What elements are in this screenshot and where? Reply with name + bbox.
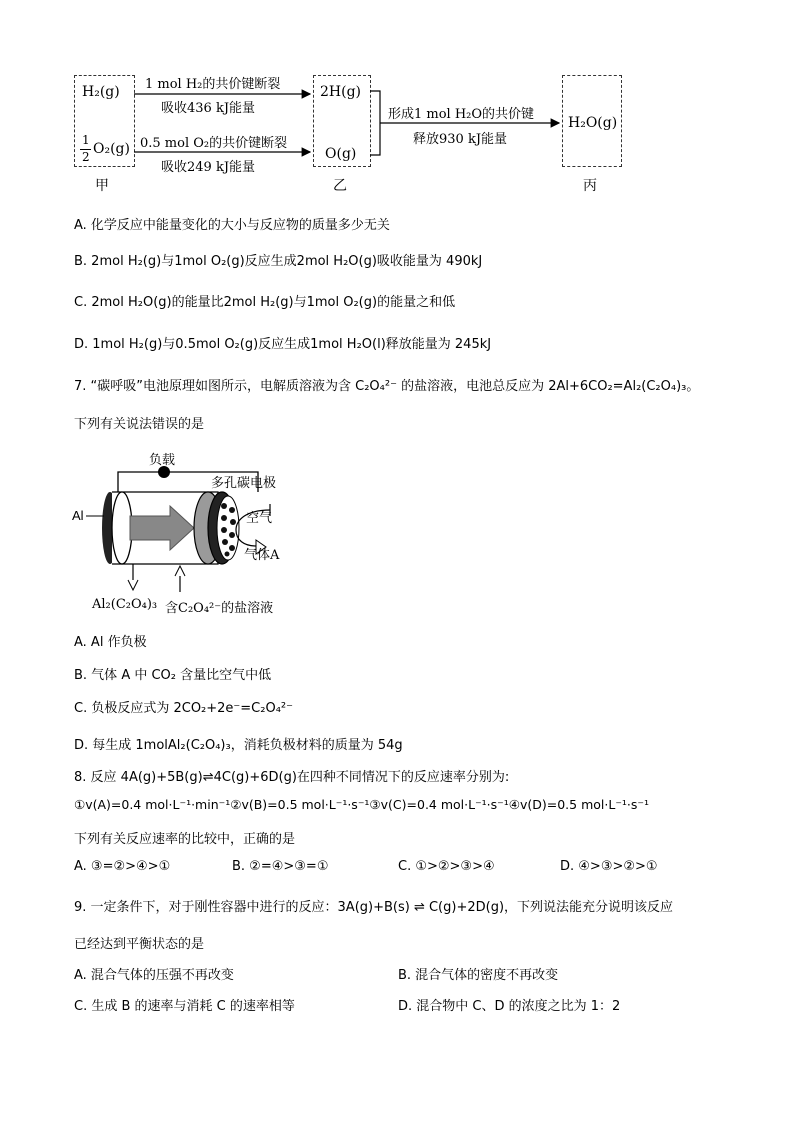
arrow1-top-label: 1 mol H₂的共价键断裂 bbox=[145, 77, 281, 92]
battery-electrode-label: 多孔碳电极 bbox=[211, 476, 277, 491]
diagram-arrows bbox=[0, 0, 794, 200]
jia-o2: O₂(g) bbox=[93, 141, 130, 157]
q8-stem-line3: 下列有关反应速率的比较中，正确的是 bbox=[74, 832, 296, 847]
arrow1-bottom-label: 吸收436 kJ能量 bbox=[161, 101, 256, 116]
yi-2h: 2H(g) bbox=[320, 84, 362, 100]
q6-option-b: B. 2mol H₂(g)与1mol O₂(g)反应生成2mol H₂O(g)吸收能量为 490kJ bbox=[74, 254, 483, 269]
q6-option-a: A. 化学反应中能量变化的大小与反应物的质量多少无关 bbox=[74, 218, 390, 233]
arrow2-bottom-label: 吸收249 kJ能量 bbox=[161, 160, 256, 175]
battery-al-label: Al bbox=[72, 508, 84, 523]
q9-option-c: C. 生成 B 的速率与消耗 C 的速率相等 bbox=[74, 999, 295, 1014]
jia-half-den: 2 bbox=[82, 150, 90, 164]
q7-option-b: B. 气体 A 中 CO₂ 含量比空气中低 bbox=[74, 668, 272, 683]
q9-stem-line2: 已经达到平衡状态的是 bbox=[74, 937, 205, 952]
jia-label: 甲 bbox=[95, 178, 109, 194]
q9-option-d: D. 混合物中 C、D 的浓度之比为 1：2 bbox=[398, 999, 621, 1014]
battery-air-label: 空气 bbox=[246, 511, 273, 526]
q8-stem-line2: ①v(A)=0.4 mol·L⁻¹·min⁻¹②v(B)=0.5 mol·L⁻¹·s⁻¹③v(C)=0.4 mol·L⁻¹·s⁻¹④v(D)=0.5 mol·L⁻¹·s⁻¹ bbox=[74, 797, 650, 812]
q8-option-b: B. ②=④>③=① bbox=[232, 859, 329, 874]
q6-option-d: D. 1mol H₂(g)与0.5mol O₂(g)反应生成1mol H₂O(l)释放能量为 245kJ bbox=[74, 337, 492, 352]
q9-option-a: A. 混合气体的压强不再改变 bbox=[74, 968, 234, 983]
q7-stem-line2: 下列有关说法错误的是 bbox=[74, 417, 205, 432]
q7-stem-line1: 7. “碳呼吸”电池原理如图所示，电解质溶液为含 C₂O₄²⁻ 的盐溶液，电池总反应为 2Al+6CO₂=Al₂(C₂O₄)₃。 bbox=[74, 379, 700, 394]
q8-option-d: D. ④>③>②>① bbox=[560, 859, 658, 874]
q8-stem-line1: 8. 反应 4A(g)+5B(g)⇌4C(g)+6D(g)在四种不同情况下的反应速率分别为: bbox=[74, 770, 510, 785]
arrow3-top-label: 形成1 mol H₂O的共价键 bbox=[388, 107, 535, 122]
battery-gas-a-label: 气体A bbox=[244, 548, 280, 563]
jia-half-num: 1 bbox=[82, 133, 90, 147]
battery-load-label: 负载 bbox=[149, 453, 176, 468]
q7-option-a: A. Al 作负极 bbox=[74, 635, 147, 650]
jia-h2: H₂(g) bbox=[82, 84, 120, 100]
arrow2-top-label: 0.5 mol O₂的共价键断裂 bbox=[140, 136, 288, 151]
yi-label: 乙 bbox=[333, 178, 347, 194]
bing-h2o: H₂O(g) bbox=[568, 115, 618, 131]
q8-option-a: A. ③=②>④>① bbox=[74, 859, 171, 874]
battery-drawing bbox=[60, 440, 300, 620]
q9-stem-line1: 9. 一定条件下，对于刚性容器中进行的反应：3A(g)+B(s) ⇌ C(g)+2D(g)，下列说法能充分说明该反应 bbox=[74, 900, 674, 915]
battery-product-label: Al₂(C₂O₄)₃ bbox=[92, 597, 158, 612]
q7-option-d: D. 每生成 1molAl₂(C₂O₄)₃，消耗负极材料的质量为 54g bbox=[74, 738, 403, 753]
q8-option-c: C. ①>②>③>④ bbox=[398, 859, 495, 874]
arrow3-bottom-label: 释放930 kJ能量 bbox=[413, 132, 508, 147]
q9-option-b: B. 混合气体的密度不再改变 bbox=[398, 968, 559, 983]
q6-option-c: C. 2mol H₂O(g)的能量比2mol H₂(g)与1mol O₂(g)的能量之和低 bbox=[74, 295, 456, 310]
bing-label: 丙 bbox=[583, 178, 597, 194]
battery-solution-label: 含C₂O₄²⁻的盐溶液 bbox=[165, 601, 274, 616]
q7-option-c: C. 负极反应式为 2CO₂+2e⁻=C₂O₄²⁻ bbox=[74, 701, 293, 716]
yi-o: O(g) bbox=[325, 146, 357, 162]
